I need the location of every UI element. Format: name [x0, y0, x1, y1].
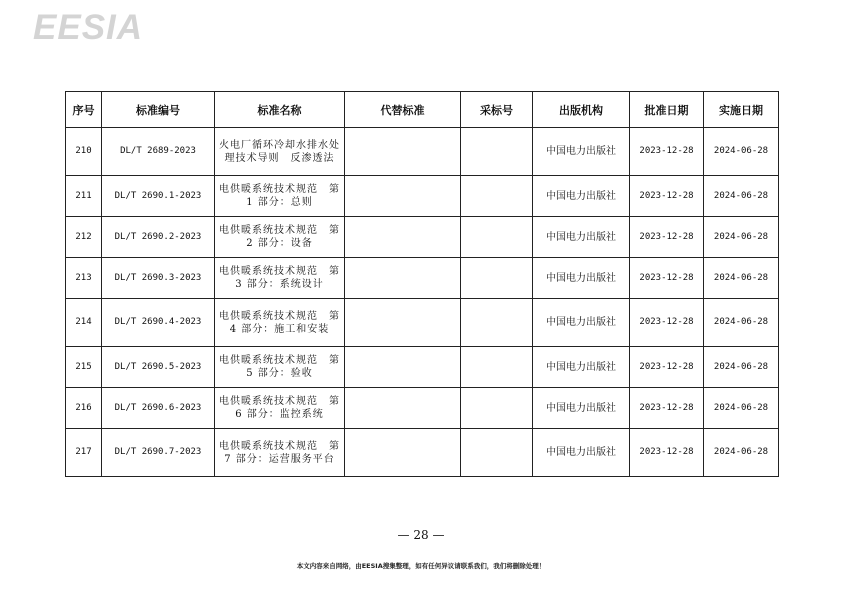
cell-code: DL/T 2690.6-2023 — [102, 388, 215, 429]
table-row — [66, 128, 779, 176]
cell-approve-date: 2023-12-28 — [630, 176, 704, 217]
cell-code: DL/T 2690.5-2023 — [102, 347, 215, 388]
cell-code: DL/T 2690.3-2023 — [102, 258, 215, 299]
header-approve-date: 批准日期 — [630, 92, 704, 128]
header-name: 标准名称 — [215, 92, 345, 128]
cell-implement-date: 2024-06-28 — [704, 217, 779, 258]
cell-no: 214 — [66, 299, 102, 347]
cell-code: DL/T 2690.1-2023 — [102, 176, 215, 217]
header-replace: 代替标准 — [345, 92, 461, 128]
cell-implement-date: 2024-06-28 — [704, 176, 779, 217]
cell-replace — [345, 299, 461, 347]
cell-no: 213 — [66, 258, 102, 299]
cell-approve-date: 2023-12-28 — [630, 347, 704, 388]
cell-adopt — [461, 388, 533, 429]
header-publisher: 出版机构 — [533, 92, 630, 128]
cell-name: 火电厂循环冷却水排水处理技术导则 反渗透法 — [215, 128, 345, 176]
cell-code: DL/T 2690.7-2023 — [102, 429, 215, 477]
cell-name: 电供暖系统技术规范 第 6 部分：监控系统 — [215, 388, 345, 429]
cell-no: 215 — [66, 347, 102, 388]
cell-replace — [345, 176, 461, 217]
cell-publisher: 中国电力出版社 — [533, 258, 630, 299]
standards-table — [65, 91, 779, 477]
cell-name: 电供暖系统技术规范 第 1 部分：总则 — [215, 176, 345, 217]
cell-no: 211 — [66, 176, 102, 217]
cell-adopt — [461, 217, 533, 258]
cell-replace — [345, 258, 461, 299]
cell-replace — [345, 217, 461, 258]
header-adopt: 采标号 — [461, 92, 533, 128]
cell-approve-date: 2023-12-28 — [630, 388, 704, 429]
cell-name: 电供暖系统技术规范 第 3 部分：系统设计 — [215, 258, 345, 299]
cell-publisher: 中国电力出版社 — [533, 347, 630, 388]
header-no: 序号 — [66, 92, 102, 128]
eesia-logo: EESIA — [33, 8, 144, 47]
cell-publisher: 中国电力出版社 — [533, 176, 630, 217]
table-row — [66, 388, 779, 429]
cell-replace — [345, 128, 461, 176]
cell-code: DL/T 2689-2023 — [102, 128, 215, 176]
cell-implement-date: 2024-06-28 — [704, 347, 779, 388]
cell-approve-date: 2023-12-28 — [630, 258, 704, 299]
cell-approve-date: 2023-12-28 — [630, 299, 704, 347]
table-row — [66, 258, 779, 299]
cell-implement-date: 2024-06-28 — [704, 299, 779, 347]
cell-publisher: 中国电力出版社 — [533, 299, 630, 347]
cell-implement-date: 2024-06-28 — [704, 429, 779, 477]
header-code: 标准编号 — [102, 92, 215, 128]
cell-adopt — [461, 128, 533, 176]
cell-code: DL/T 2690.4-2023 — [102, 299, 215, 347]
cell-implement-date: 2024-06-28 — [704, 128, 779, 176]
page-number: — 28 — — [397, 528, 445, 542]
table-row — [66, 217, 779, 258]
cell-no: 212 — [66, 217, 102, 258]
cell-publisher: 中国电力出版社 — [533, 128, 630, 176]
cell-replace — [345, 429, 461, 477]
cell-no: 210 — [66, 128, 102, 176]
cell-name: 电供暖系统技术规范 第 5 部分：验收 — [215, 347, 345, 388]
cell-name: 电供暖系统技术规范 第 4 部分：施工和安装 — [215, 299, 345, 347]
cell-code: DL/T 2690.2-2023 — [102, 217, 215, 258]
table-row — [66, 176, 779, 217]
cell-adopt — [461, 429, 533, 477]
table-row — [66, 299, 779, 347]
cell-approve-date: 2023-12-28 — [630, 429, 704, 477]
cell-implement-date: 2024-06-28 — [704, 258, 779, 299]
cell-no: 217 — [66, 429, 102, 477]
cell-no: 216 — [66, 388, 102, 429]
table-row — [66, 429, 779, 477]
cell-publisher: 中国电力出版社 — [533, 388, 630, 429]
footer-disclaimer: 本文内容来自网络，由EESIA搜集整理，如有任何异议请联系我们，我们将删除处理！ — [296, 562, 546, 570]
cell-name: 电供暖系统技术规范 第 2 部分：设备 — [215, 217, 345, 258]
cell-approve-date: 2023-12-28 — [630, 128, 704, 176]
cell-implement-date: 2024-06-28 — [704, 388, 779, 429]
cell-replace — [345, 347, 461, 388]
table-header-row — [66, 92, 779, 128]
cell-adopt — [461, 347, 533, 388]
cell-publisher: 中国电力出版社 — [533, 429, 630, 477]
table-row — [66, 347, 779, 388]
cell-approve-date: 2023-12-28 — [630, 217, 704, 258]
cell-adopt — [461, 258, 533, 299]
cell-publisher: 中国电力出版社 — [533, 217, 630, 258]
cell-name: 电供暖系统技术规范 第 7 部分：运营服务平台 — [215, 429, 345, 477]
cell-replace — [345, 388, 461, 429]
header-implement-date: 实施日期 — [704, 92, 779, 128]
cell-adopt — [461, 299, 533, 347]
cell-adopt — [461, 176, 533, 217]
